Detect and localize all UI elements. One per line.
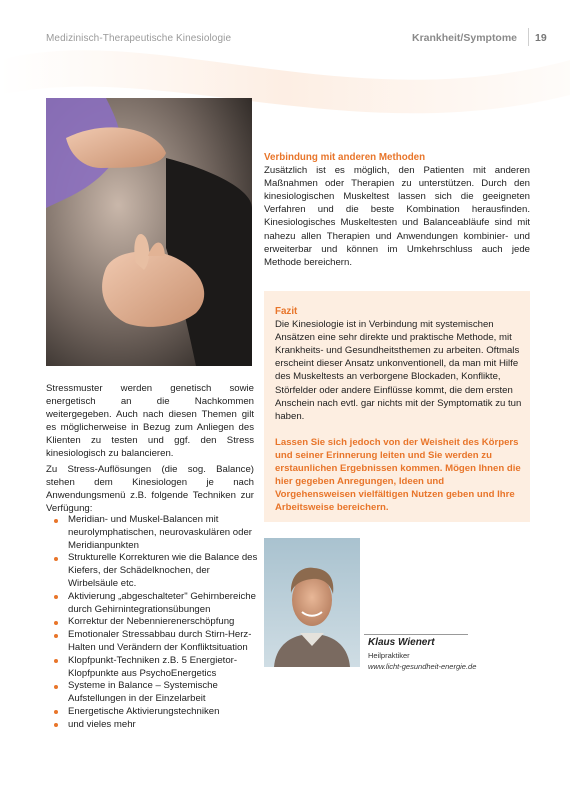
bullet-icon [54,685,58,689]
list-item [52,706,262,719]
list-item-text: Klopfpunkt-Techniken z.B. 5 Energietor-Klopfpunkte aus PsychoEnergetics [68,654,238,679]
methods-body: Zusätzlich ist es möglich, den Patienten mit anderen Maßnahmen oder Therapien zu unterstützen. Durch den kinesiologischen Muskeltest lassen sich die geeigneten Verfahren und die beste Kombination herausfinden. Kinesiologisches Muskeltesten und Balanceabläufe sind mit nahezu allen Therapien und Anwendungen kombinier- und erweiterbar und können im Umkehrschluss auch jede Methode bereichern. [264,165,530,268]
author-website-link[interactable]: www.licht-gesundheit-energie.de [368,662,477,671]
bullet-icon [54,621,58,625]
list-item [52,719,262,732]
author-role: Heilpraktiker [368,651,410,660]
author-divider [364,634,468,635]
list-item-text: Meridian- und Muskel-Balancen mit neurolymphatischen, neurovaskulären oder Meridianpunkten [68,514,252,551]
fazit-heading: Fazit [275,306,298,317]
bullet-icon [54,659,58,663]
list-item [52,680,262,706]
publication-title: Medizinisch-Therapeutische Kinesiologie [46,33,232,44]
fazit-body: Die Kinesiologie ist in Verbindung mit systemischen Ansätzen eine sehr direkte und praktische Methode, mit Krankheits- und Gesundheitsthemen zu arbeiten. Oftmals erscheint dieser Ansatz unkonventionell, da man mit Hilfe des Muskeltests an verborgene Blockaden, Konflikte, Störfelder oder andere Einflüsse kommt, die dem ersten Anschein nach evtl. gar nichts mit der Symptomatik zu tun haben. [275,319,522,422]
bullet-icon [54,519,58,523]
techniques-list [52,514,262,732]
techniques-intro-text: Zu Stress-Auflösungen (die sog. Balance) stehen dem Kinesiologen je nach Anwendungsmenü z.B. folgende Techniken zur Verfügung: [46,464,254,514]
bullet-icon [54,710,58,714]
list-item [52,552,262,590]
intro-paragraph [46,382,254,460]
page-number: 19 [535,32,547,44]
header-divider [528,28,529,46]
fazit-content [275,305,527,514]
list-item [52,616,262,629]
fazit-box [264,291,530,522]
author-name: Klaus Wienert [368,637,435,648]
methods-section [264,151,530,269]
fazit-highlight: Lassen Sie sich jedoch von der Weisheit des Körpers und seiner Erinnerung leiten und Sie werden zu erstaunlichen Ergebnissen kommen. Mögen Ihnen die hier gegeben Anregungen, Ideen und Vorgehensweisen vielfältigen Nutzen geben und Ihre Arbeitsweise bereichern. [275,436,521,514]
list-item-text: Aktivierung „abgeschalteter" Gehirnbereiche durch Gehirnintegrationsübungen [68,590,256,615]
bullet-icon [54,723,58,727]
list-item [52,655,262,681]
section-title: Krankheit/Symptome [412,32,518,44]
list-item [52,591,262,617]
list-item [52,629,262,655]
list-item-text: Systeme in Balance – Systemische Aufstellungen in der Einzelarbeit [68,680,218,705]
bullet-icon [54,557,58,561]
list-item-text: Emotionaler Stressabbau durch Stirn-Herz-Halten und Verändern der Konfliktsituation [68,629,252,653]
list-item-text: Strukturelle Korrekturen wie die Balance des Kiefers, der Schädelknochen, der Wirbelsäule etc. [68,552,258,589]
bullet-icon [54,595,58,599]
list-item-text: und vieles mehr [68,718,136,730]
author-portrait-photo [264,538,360,667]
bullet-icon [54,634,58,638]
list-item [52,514,262,552]
list-item-text: Energetische Aktivierungstechniken [68,705,220,717]
techniques-intro [46,463,254,515]
intro-paragraph-text: Stressmuster werden genetisch sowie energetisch an die Nachkommen weitergegeben. Auch nach diesen Themen gilt es möglicherweise in Bezug zum Anliegen des Klienten zu testen und ggf. den Stress kinesiologisch zu balancieren. [46,383,254,459]
list-item-text: Korrektur der Nebennierenerschöpfung [68,616,235,628]
methods-heading: Verbindung mit anderen Methoden [264,152,426,163]
hands-photo [46,98,252,366]
